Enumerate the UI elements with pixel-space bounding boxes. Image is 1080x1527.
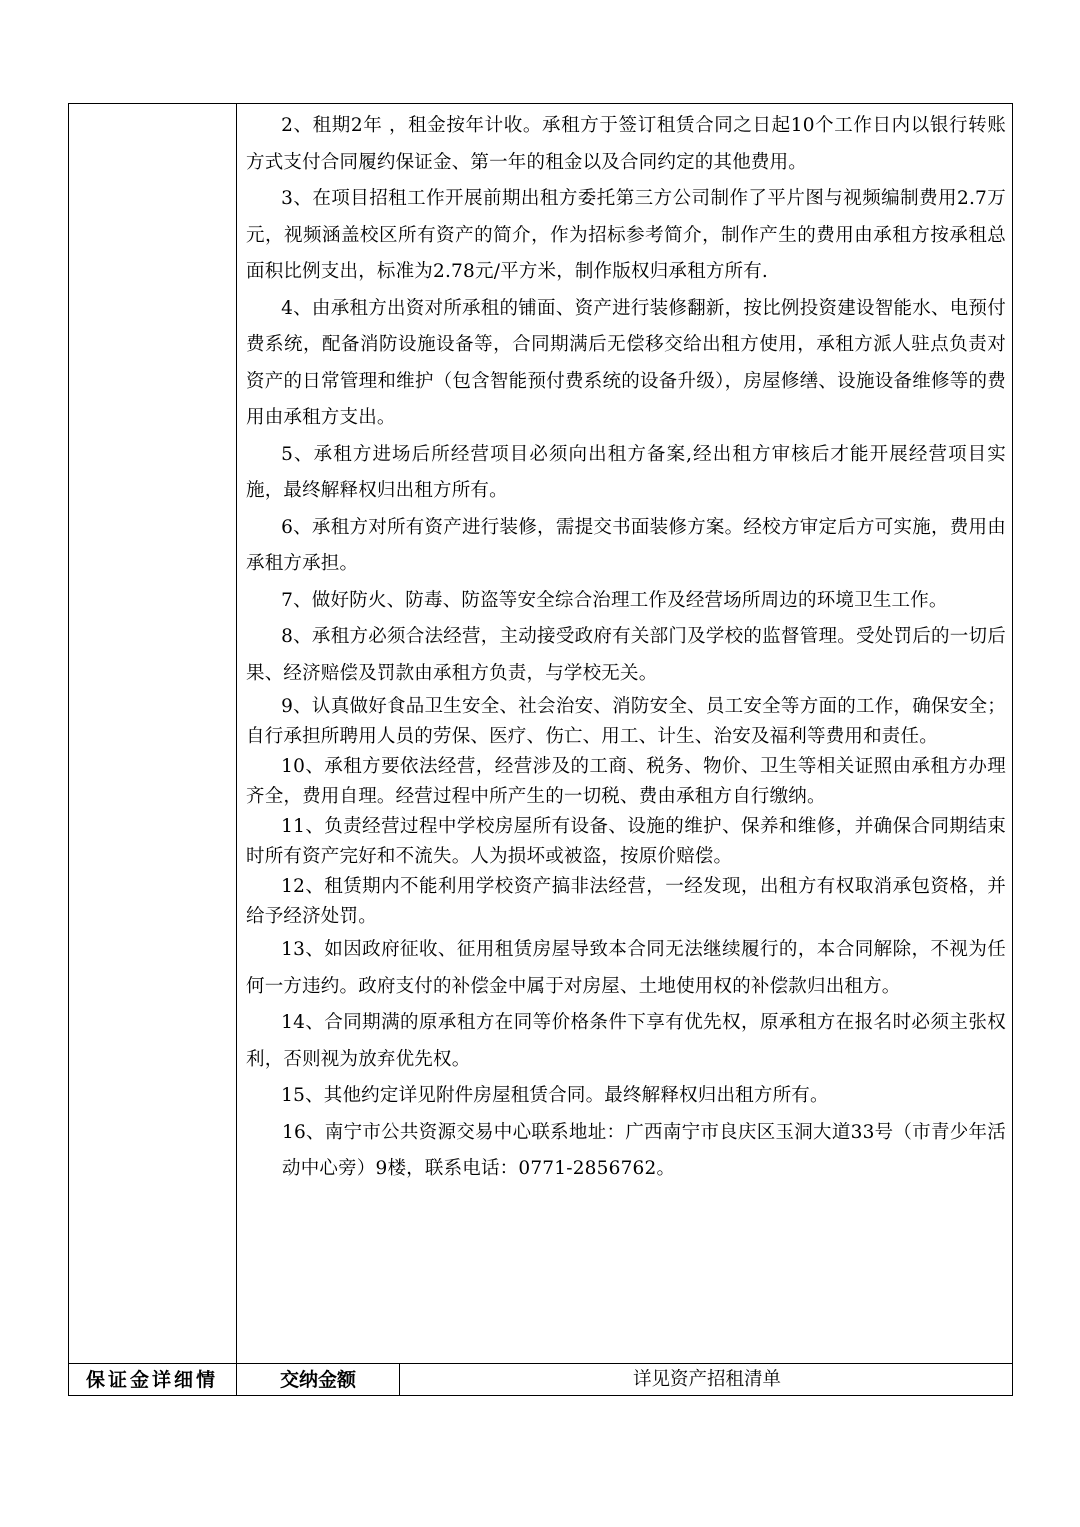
clause-7: 7、做好防火、防毒、防盗等安全综合治理工作及经营场所周边的环境卫生工作。 — [281, 589, 948, 611]
clause-11: 11、负责经营过程中学校房屋所有设备、设施的维护、保养和维修，并确保合同期结束时所有资产完好和不流失。人为损坏或被盗，按原价赔偿。 — [246, 816, 1006, 867]
clause-9: 9、认真做好食品卫生安全、社会治安、消防安全、员工安全等方面的工作，确保安全；自行承担所聘用人员的劳保、医疗、伤亡、用工、计生、治安及福利等费用和责任。 — [246, 696, 1006, 747]
clause-5: 5、承租方进场后所经营项目必须向出租方备案,经出租方审核后才能开展经营项目实施，最终解释权归出租方所有。 — [246, 443, 1006, 501]
terms-cell — [246, 108, 1006, 1188]
clause-12: 12、租赁期内不能利用学校资产搞非法经营，一经发现，出租方有权取消承包资格，并给予经济处罚。 — [246, 876, 1006, 927]
clause-6: 6、承租方对所有资产进行装修，需提交书面装修方案。经校方审定后方可实施，费用由承租方承担。 — [246, 516, 1006, 574]
deposit-details-label: 保证金详细情 — [85, 1369, 218, 1391]
column-divider-bottom — [399, 1363, 400, 1396]
row-divider — [68, 1363, 1013, 1364]
clause-13: 13、如因政府征收、征用租赁房屋导致本合同无法继续履行的，本合同解除，不视为任何一方违约。政府支付的补偿金中属于对房屋、土地使用权的补偿款归出租方。 — [246, 939, 1006, 997]
deposit-amount-label: 交纳金额 — [279, 1369, 356, 1391]
clause-15: 15、其他约定详见附件房屋租赁合同。最终解释权归出租方所有。 — [281, 1085, 829, 1106]
clause-4: 4、由承租方出资对所承租的铺面、资产进行装修翻新，按比例投资建设智能水、电预付费系统，配备消防设施设备等，合同期满后无偿移交给出租方使用，承租方派人驻点负责对资产的日常管理和维护（包含智能预付费系统的设备升级），房屋修缮、设施设备维修等的费用由承租方支出。 — [246, 297, 1006, 428]
clause-8: 8、承租方必须合法经营，主动接受政府有关部门及学校的监督管理。受处罚后的一切后果、经济赔偿及罚款由承租方负责，与学校无关。 — [246, 626, 1006, 684]
deposit-amount-value: 详见资产招租清单 — [632, 1369, 781, 1390]
clause-2: 2、租期2年 ，租金按年计收。承租方于签订租赁合同之日起10个工作日内以银行转账方式支付合同履约保证金、第一年的租金以及合同约定的其他费用。 — [246, 115, 1006, 173]
clause-10: 10、承租方要依法经营，经营涉及的工商、税务、物价、卫生等相关证照由承租方办理齐全，费用自理。经营过程中所产生的一切税、费由承租方自行缴纳。 — [246, 756, 1006, 807]
clause-14: 14、合同期满的原承租方在同等价格条件下享有优先权，原承租方在报名时必须主张权利，否则视为放弃优先权。 — [246, 1012, 1006, 1070]
clause-16: 16、南宁市公共资源交易中心联系地址：广西南宁市良庆区玉洞大道33号（市青少年活动中心旁）9楼，联系电话：0771-2856762。 — [282, 1121, 1006, 1179]
column-divider — [236, 103, 237, 1396]
clause-3: 3、在项目招租工作开展前期出租方委托第三方公司制作了平片图与视频编制费用2.7万元，视频涵盖校区所有资产的简介，作为招标参考简介，制作产生的费用由承租方按承租总面积比例支出，标准为2.78元/平方米，制作版权归承租方所有. — [246, 188, 1006, 282]
